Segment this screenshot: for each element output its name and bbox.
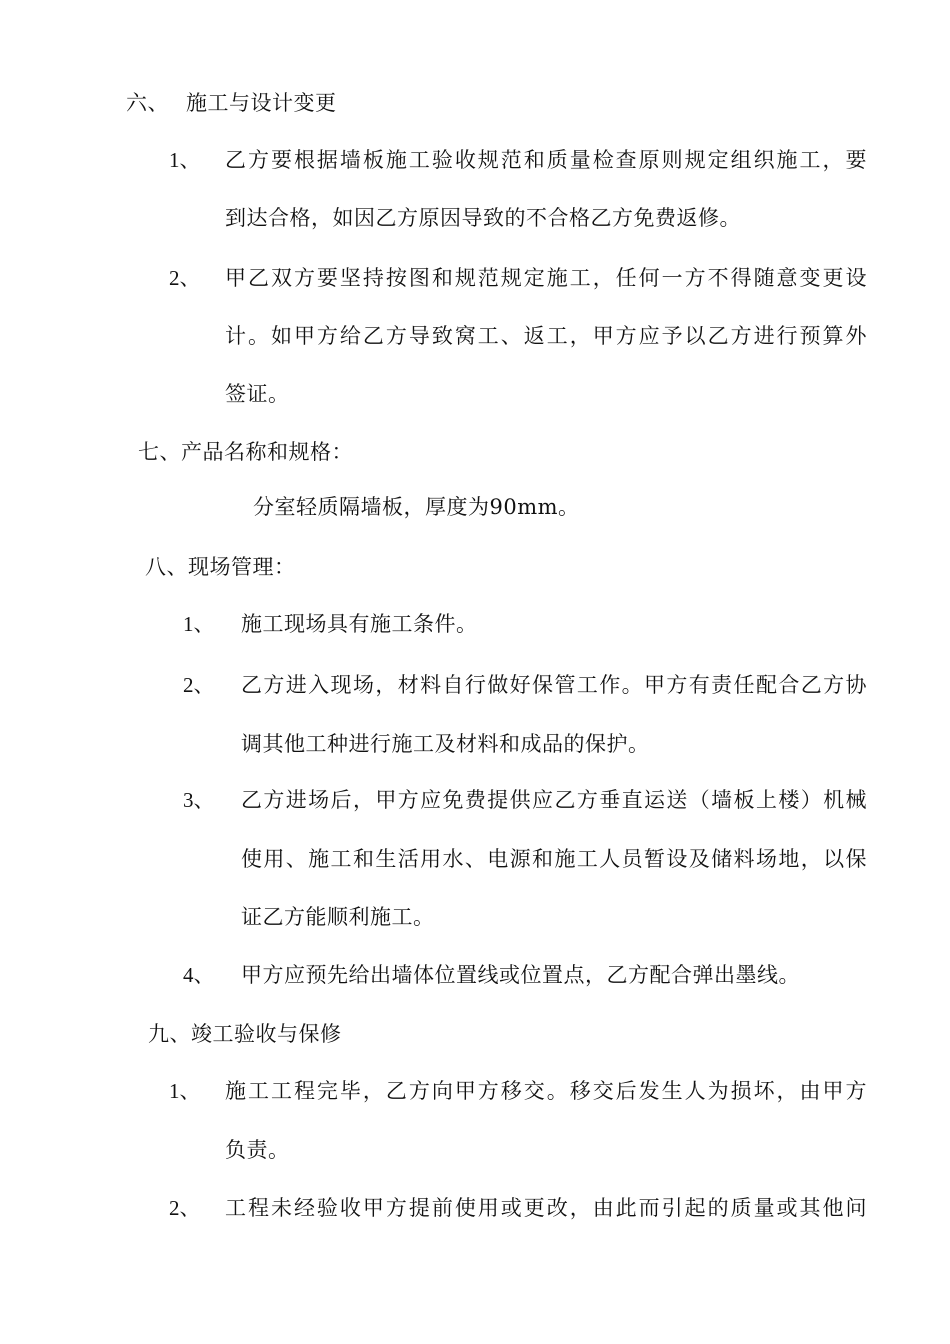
section-8-item-3-number: 3、: [183, 788, 215, 812]
section-6-heading-number: 六、: [126, 91, 169, 115]
section-9-item-2-number: 2、: [169, 1196, 201, 1220]
section-6-item-2-line-1: 甲乙双方要坚持按图和规范规定施工，任何一方不得随意变更设: [225, 266, 867, 290]
section-6-heading: 施工与设计变更: [186, 91, 337, 115]
section-6-item-1-line-2: 到达合格，如因乙方原因导致的不合格乙方免费返修。: [225, 206, 741, 230]
section-7-body: 分室轻质隔墙板，厚度为90mm。: [253, 495, 580, 519]
section-6-item-1-number: 1、: [169, 148, 201, 172]
section-9-heading: 九、竣工验收与保修: [148, 1022, 342, 1046]
section-8-item-2-line-2: 调其他工种进行施工及材料和成品的保护。: [241, 732, 650, 756]
section-9-item-1-line-2: 负责。: [225, 1138, 290, 1162]
section-6-item-2-line-2: 计。如甲方给乙方导致窝工、返工，甲方应予以乙方进行预算外: [225, 324, 867, 348]
section-8-heading: 八、现场管理：: [145, 555, 296, 579]
section-8-item-2-number: 2、: [183, 673, 215, 697]
section-6-item-2-line-3: 签证。: [225, 382, 290, 406]
section-6-item-2-number: 2、: [169, 266, 201, 290]
section-8-item-2-line-1: 乙方进入现场，材料自行做好保管工作。甲方有责任配合乙方协: [241, 673, 867, 697]
section-9-item-1-number: 1、: [169, 1079, 201, 1103]
section-8-item-1-line-1: 施工现场具有施工条件。: [241, 612, 478, 636]
section-8-item-3-line-2: 使用、施工和生活用水、电源和施工人员暂设及储料场地，以保: [241, 847, 867, 871]
section-8-item-4-number: 4、: [183, 963, 215, 987]
section-8-item-4-line-1: 甲方应预先给出墙体位置线或位置点，乙方配合弹出墨线。: [241, 963, 800, 987]
section-8-item-3-line-1: 乙方进场后，甲方应免费提供应乙方垂直运送（墙板上楼）机械: [241, 788, 867, 812]
section-9-item-2-line-1: 工程未经验收甲方提前使用或更改，由此而引起的质量或其他问: [225, 1196, 867, 1220]
section-8-item-1-number: 1、: [183, 612, 215, 636]
section-7-heading: 七、产品名称和规格：: [138, 440, 353, 464]
section-9-item-1-line-1: 施工工程完毕，乙方向甲方移交。移交后发生人为损坏，由甲方: [225, 1079, 867, 1103]
section-6-item-1-line-1: 乙方要根据墙板施工验收规范和质量检查原则规定组织施工，要: [225, 148, 867, 172]
section-8-item-3-line-3: 证乙方能顺利施工。: [241, 905, 435, 929]
